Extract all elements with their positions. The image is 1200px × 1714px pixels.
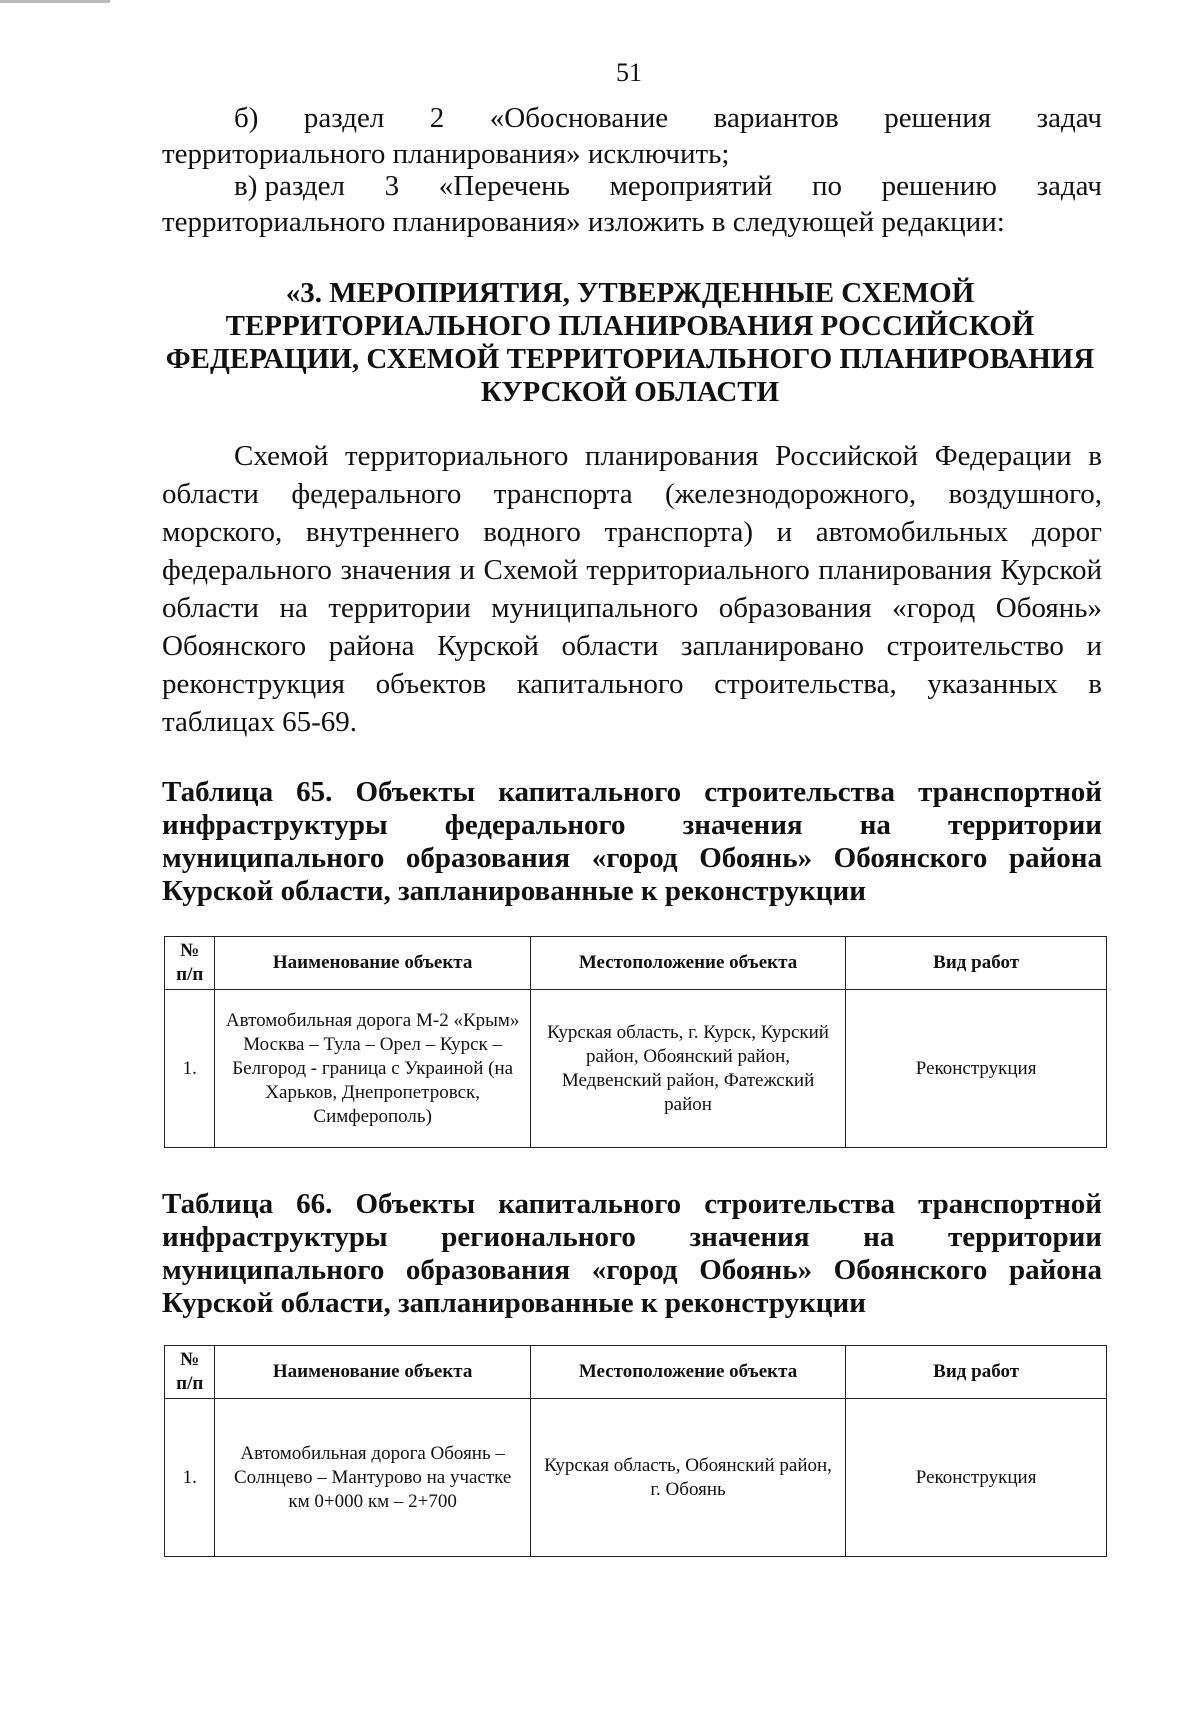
section-title [150,277,1110,409]
header-work: Вид работ [846,937,1107,990]
table66-header-row [165,1346,1107,1399]
section-title-line: «3. МЕРОПРИЯТИЯ, УТВЕРЖДЕННЫЕ СХЕМОЙ [285,277,975,309]
cell-num: 1. [165,1399,215,1557]
paragraph-v-word: «Перечень [438,170,570,202]
paragraph-v-word: мероприятий [609,170,773,202]
cell-location: Курская область, Обоянский район, г. Обоянь [530,1399,845,1557]
paragraph-v [162,168,1102,240]
paragraph-v-word: в) раздел [234,170,346,202]
intro-paragraph: Схемой территориального планирования Российской Федерации в области федерального транспорта (железнодорожного, воздушного, морского, внутреннего водного транспорта) и автомобильных дорог федерального значения и Схемой территориального планирования Курской области на территории муниципального образования «город Обоянь» Обоянского района Курской области запланировано строительство и реконструкция объектов капитального строительства, указанных в таблицах 65-69. [162,440,1102,738]
header-name: Наименование объекта [215,1346,530,1399]
cell-work: Реконструкция [846,990,1107,1148]
section-title-line: ФЕДЕРАЦИИ, СХЕМОЙ ТЕРРИТОРИАЛЬНОГО ПЛАНИРОВАНИЯ [165,343,1095,375]
table-row [165,1399,1107,1557]
cell-num: 1. [165,990,215,1148]
header-location: Местоположение объекта [530,937,845,990]
cell-name: Автомобильная дорога Обоянь – Солнцево – Мантурово на участке км 0+000 км – 2+700 [215,1399,530,1557]
cell-location: Курская область, г. Курск, Курский район, Обоянский район, Медвенский район, Фатежский район [530,990,845,1148]
paragraph-v-word: задач [1036,170,1102,202]
table66-caption [162,1188,1102,1320]
cell-name: Автомобильная дорога М-2 «Крым» Москва – Тула – Орел – Курск – Белгород - граница с Украиной (на Харьков, Днепропетровск, Симферополь) [215,990,530,1148]
header-name: Наименование объекта [215,937,530,990]
table-row [165,990,1107,1148]
table66-caption-main: Таблица 66. Объекты капитального строительства транспортной инфраструктуры регионального значения на территории муниципального образования «город Обоянь» Обоянского района [162,1188,1102,1286]
paragraph-v-line1 [162,168,1102,204]
table65 [164,936,1107,1148]
table66-caption-last: Курской области, запланированные к реконструкции [162,1287,866,1319]
header-work: Вид работ [846,1346,1107,1399]
header-num: № п/п [165,937,215,990]
table65-caption [162,776,1102,908]
header-num: № п/п [165,1346,215,1399]
section-title-line: ТЕРРИТОРИАЛЬНОГО ПЛАНИРОВАНИЯ РОССИЙСКОЙ [225,310,1035,342]
section-title-line: КУРСКОЙ ОБЛАСТИ [480,376,780,408]
table65-caption-main: Таблица 65. Объекты капитального строительства транспортной инфраструктуры федерального значения на территории муниципального образования «город Обоянь» Обоянского района [162,776,1102,874]
paragraph-v-word: 3 [384,170,400,202]
table65-caption-last: Курской области, запланированные к реконструкции [162,875,866,907]
table66 [164,1345,1107,1557]
table65-header-row [165,937,1107,990]
cell-work: Реконструкция [846,1399,1107,1557]
paragraph-v-word: по [812,170,843,202]
scan-artifact [0,0,110,3]
paragraph-v-word: решению [881,170,997,202]
paragraph-v-line2: территориального планирования» изложить в следующей редакции: [162,206,1005,238]
paragraph-b: б) раздел 2 «Обоснование вариантов решения задач территориального планирования» исключить; [162,102,1102,170]
page-number: 51 [616,58,642,87]
header-location: Местоположение объекта [530,1346,845,1399]
